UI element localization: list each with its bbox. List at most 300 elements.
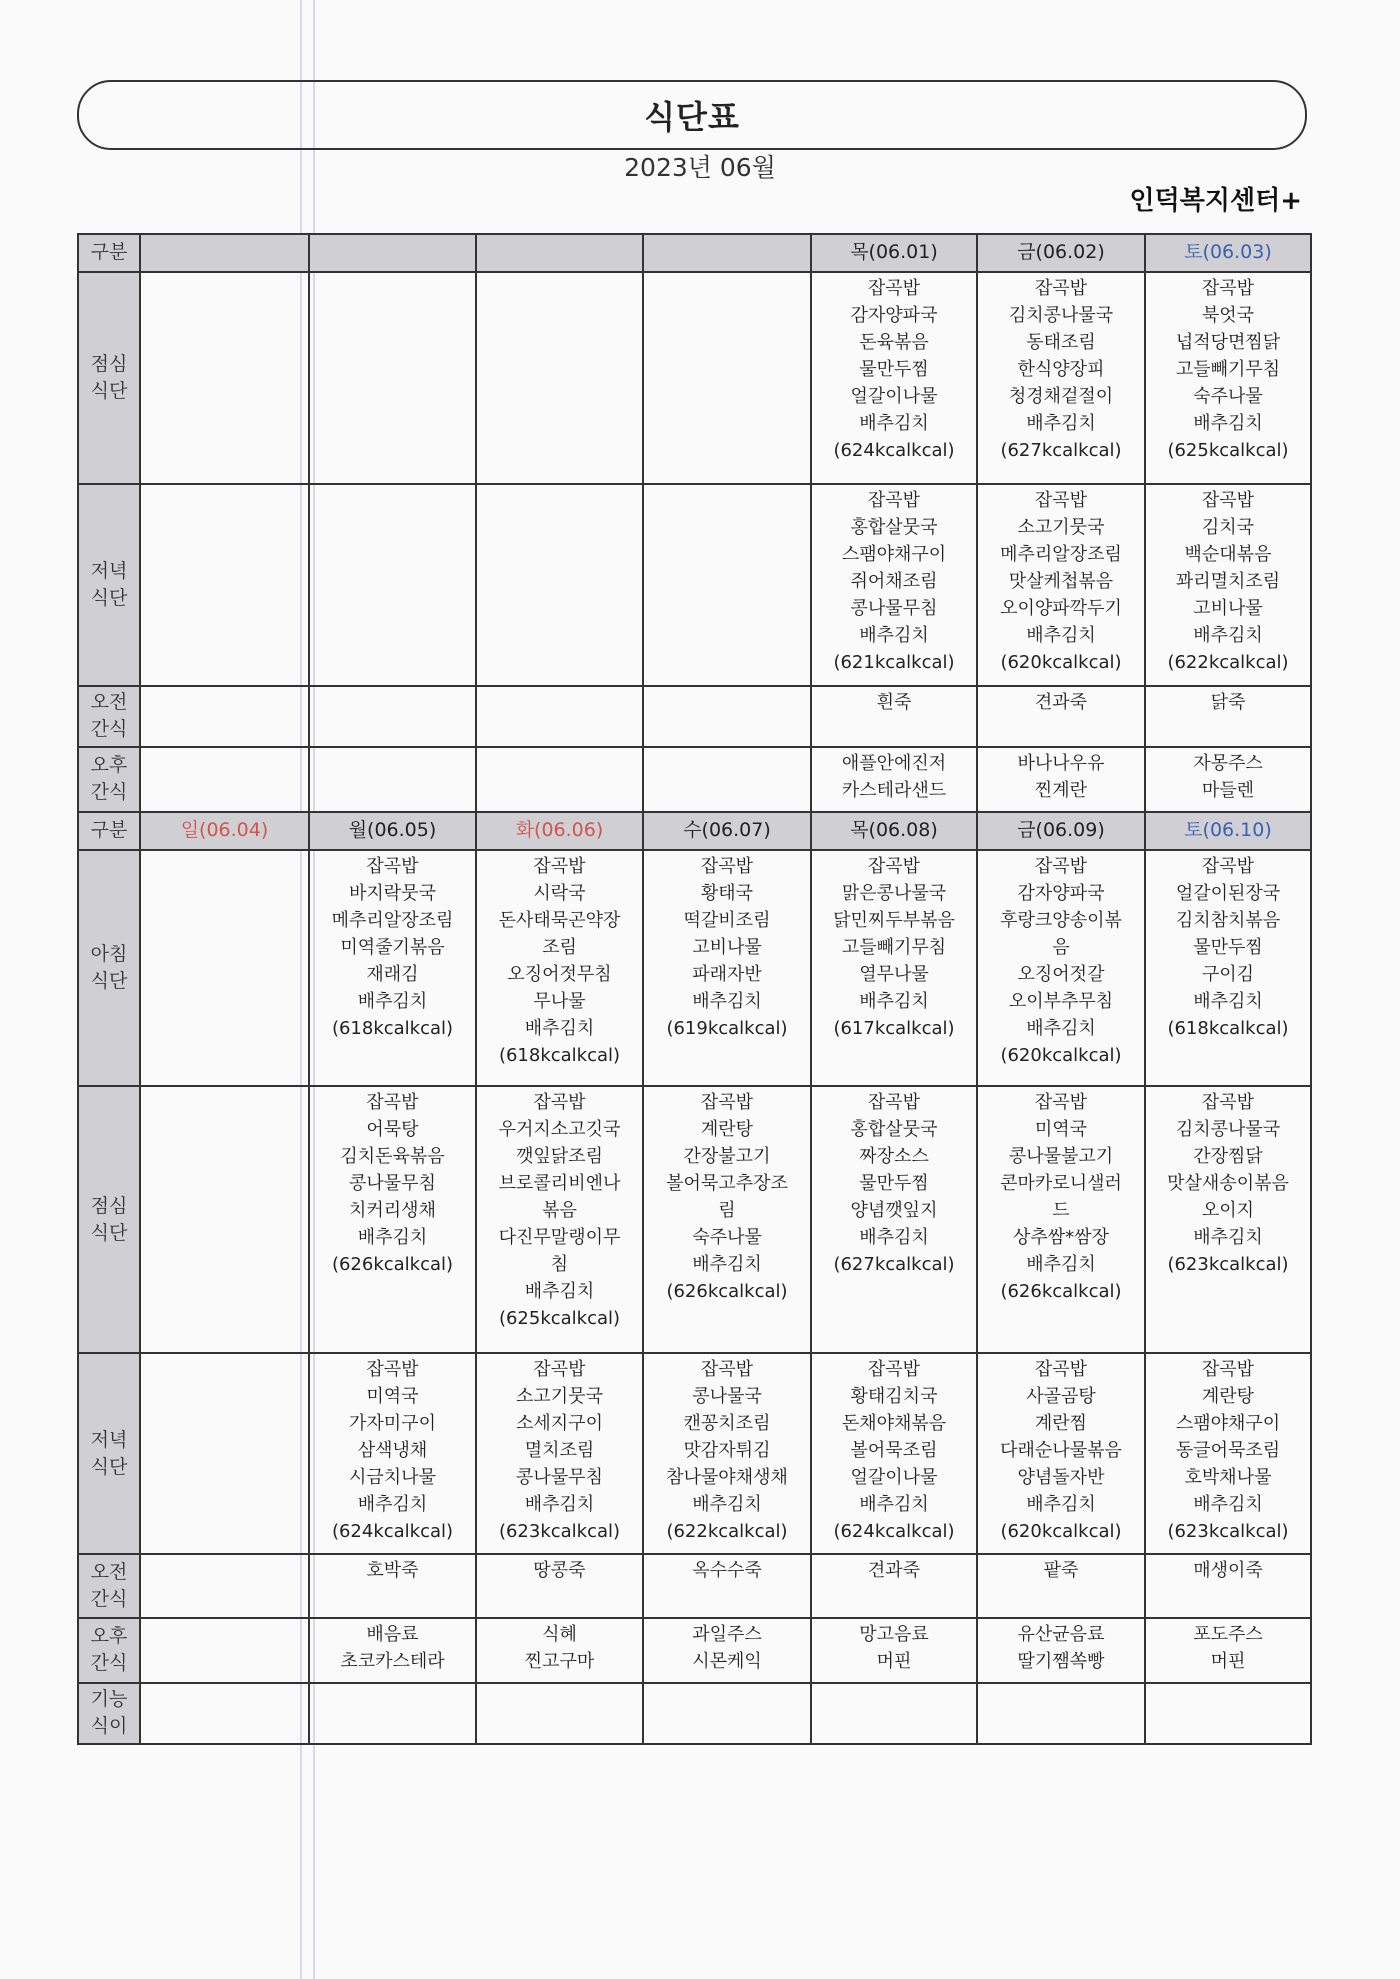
menu-item: 닭죽 [1210, 691, 1246, 713]
meal-row [78, 1353, 1311, 1554]
menu-item: 홍합살뭇국 [850, 516, 938, 538]
calorie-label: (622kcalkcal) [666, 1521, 788, 1543]
menu-item: 열무나물 [859, 963, 929, 985]
day-header [643, 234, 811, 272]
menu-item: 자몽주스 [1193, 752, 1263, 774]
menu-item: 배추김치 [357, 1227, 428, 1249]
menu-item: 배추김치 [1026, 624, 1096, 646]
center-name: 인덕복지센터+ [1129, 186, 1302, 216]
menu-item: 김치콩나물국 [1175, 1119, 1281, 1141]
menu-item: 청경채겉절이 [1008, 385, 1114, 407]
menu-item: 초코카스테라 [340, 1650, 445, 1672]
menu-item: 옥수수죽 [692, 1560, 762, 1582]
calorie-label: (623kcalkcal) [1167, 1254, 1289, 1276]
meal-type-text: 저녁 식단 [90, 1428, 128, 1478]
calorie-label: (618kcalkcal) [331, 1017, 454, 1039]
menu-item: 음 [1052, 936, 1070, 958]
menu-item: 잡곡밥 [1034, 855, 1088, 877]
menu-item: 후랑크양송이볶 [1000, 909, 1122, 931]
menu-cell [1145, 1086, 1311, 1353]
calorie-label: (621kcalkcal) [833, 651, 955, 673]
meal-row [78, 1554, 1311, 1617]
menu-item: 시금치나물 [349, 1467, 436, 1489]
menu-cell [977, 686, 1145, 747]
menu-cell [476, 1086, 643, 1353]
menu-item: 미역줄기볶음 [340, 936, 445, 958]
menu-item: 찐고구마 [524, 1650, 595, 1672]
menu-cell [476, 850, 643, 1087]
menu-item: 찐계란 [1034, 779, 1088, 801]
menu-item: 콩나물무침 [349, 1173, 436, 1195]
menu-item: 배추김치 [1193, 624, 1263, 646]
calorie-label: (620kcalkcal) [1000, 651, 1122, 673]
meal-type-label [78, 1086, 140, 1353]
menu-item: 오이지 [1201, 1200, 1255, 1222]
menu-item: 잡곡밥 [366, 1359, 419, 1381]
calorie-label: (623kcalkcal) [1167, 1521, 1289, 1543]
day-label: 토(06.03) [1184, 241, 1272, 264]
meal-type-text: 점심 식단 [90, 1194, 128, 1244]
menu-cell [309, 272, 476, 484]
menu-item: 카스테라샌드 [841, 779, 947, 801]
menu-item: 배추김치 [524, 1017, 595, 1039]
menu-item: 잡곡밥 [1201, 855, 1255, 877]
menu-item: 배추김치 [692, 1494, 762, 1516]
menu-cell [476, 272, 643, 484]
menu-item: 미역국 [1034, 1119, 1088, 1141]
calorie-label: (625kcalkcal) [1167, 439, 1289, 461]
day-header [140, 812, 309, 850]
day-label: 토(06.10) [1184, 819, 1272, 842]
menu-item: 림 [718, 1200, 736, 1222]
menu-cell [811, 1683, 977, 1744]
menu-cell [811, 1086, 977, 1353]
menu-item: 흰죽 [876, 691, 912, 713]
calorie-label: (622kcalkcal) [1167, 651, 1289, 673]
menu-item: 배추김치 [692, 990, 762, 1012]
menu-item: 고비나물 [692, 936, 762, 958]
menu-item: 계란탕 [700, 1119, 754, 1141]
menu-item: 백순대볶음 [1184, 543, 1272, 565]
menu-item: 양념돌자반 [1017, 1467, 1105, 1489]
menu-item: 오징어젓무침 [507, 963, 612, 985]
menu-item: 소고기뭇국 [1017, 516, 1105, 538]
menu-cell [643, 272, 811, 484]
menu-item: 잡곡밥 [1034, 1092, 1088, 1114]
menu-item: 황태국 [700, 882, 754, 904]
menu-item: 김치콩나물국 [1008, 304, 1114, 326]
menu-cell [811, 272, 977, 484]
menu-item: 배추김치 [1026, 1494, 1096, 1516]
calorie-label: (626kcalkcal) [331, 1254, 454, 1276]
menu-cell [643, 747, 811, 812]
menu-item: 바나나우유 [1017, 752, 1105, 774]
menu-item: 잡곡밥 [700, 855, 754, 877]
day-header [476, 812, 643, 850]
day-header [643, 812, 811, 850]
menu-item: 잡곡밥 [867, 1092, 921, 1114]
meal-type-text: 오후 간식 [90, 1625, 128, 1675]
menu-item: 잡곡밥 [1034, 277, 1088, 299]
menu-item: 배추김치 [859, 990, 929, 1012]
menu-item: 바지락뭇국 [349, 882, 436, 904]
menu-cell [977, 484, 1145, 686]
meal-type-label [78, 484, 140, 686]
menu-item: 배추김치 [859, 412, 929, 434]
menu-item: 멸치조림 [524, 1440, 595, 1462]
menu-item: 잡곡밥 [533, 1359, 586, 1381]
meal-row [78, 747, 1311, 812]
meal-row [78, 850, 1311, 1087]
menu-item: 어묵탕 [366, 1119, 419, 1141]
menu-cell [309, 1554, 476, 1617]
week2-header-row [78, 812, 1311, 850]
period-label: 2023년 06월 [624, 153, 776, 182]
calorie-label: (626kcalkcal) [666, 1281, 788, 1303]
menu-cell [643, 1353, 811, 1554]
menu-item: 호박죽 [366, 1560, 419, 1582]
menu-cell [309, 850, 476, 1087]
meal-type-text: 오후 간식 [90, 754, 128, 804]
menu-item: 배추김치 [1193, 990, 1263, 1012]
menu-item: 배추김치 [1193, 1494, 1263, 1516]
menu-item: 고비나물 [1193, 597, 1263, 619]
day-header [977, 234, 1145, 272]
menu-item: 동태조림 [1026, 331, 1096, 353]
menu-item: 콩나물국 [692, 1386, 762, 1408]
menu-cell [476, 484, 643, 686]
calorie-label: (627kcalkcal) [1000, 439, 1122, 461]
menu-item: 치커리생채 [349, 1200, 436, 1222]
menu-item: 오징어젓갈 [1017, 963, 1105, 985]
menu-cell [476, 747, 643, 812]
menu-cell [643, 1683, 811, 1744]
menu-item: 홍합살뭇국 [850, 1119, 938, 1141]
menu-cell [140, 1683, 309, 1744]
menu-item: 닭민찌두부볶음 [833, 909, 955, 931]
menu-item: 잡곡밥 [366, 855, 419, 877]
menu-cell [977, 850, 1145, 1087]
menu-cell [309, 747, 476, 812]
menu-item: 매생이죽 [1193, 1560, 1263, 1582]
menu-item: 배추김치 [859, 1227, 929, 1249]
menu-cell [977, 747, 1145, 812]
menu-cell [1145, 850, 1311, 1087]
menu-item: 맛살케첩볶음 [1008, 570, 1114, 592]
menu-item: 맛감자튀김 [683, 1440, 771, 1462]
menu-item: 배추김치 [524, 1494, 595, 1516]
menu-item: 물만두찜 [859, 358, 929, 380]
menu-item: 배추김치 [1026, 1017, 1096, 1039]
menu-cell [643, 1554, 811, 1617]
menu-item: 브로콜리비엔나 [498, 1173, 621, 1195]
menu-item: 돈육볶음 [859, 331, 929, 353]
meal-type-text: 저녁 식단 [90, 559, 128, 609]
menu-cell [977, 272, 1145, 484]
menu-cell [811, 484, 977, 686]
meal-row [78, 1683, 1311, 1744]
day-header [140, 234, 309, 272]
menu-item: 얼갈이나물 [850, 385, 938, 407]
menu-item: 캔꽁치조림 [683, 1413, 771, 1435]
title-box [77, 80, 1307, 150]
meal-row [78, 1086, 1311, 1353]
menu-item: 시락국 [533, 882, 586, 904]
meal-type-label [78, 272, 140, 484]
page-title: 식단표 [644, 98, 740, 136]
menu-cell [1145, 686, 1311, 747]
meal-type-text: 점심 식단 [90, 352, 128, 402]
menu-item: 넙적당면찜닭 [1175, 331, 1281, 353]
menu-cell [309, 484, 476, 686]
menu-item: 메추리알장조림 [1000, 543, 1122, 565]
menu-item: 소고기뭇국 [516, 1386, 603, 1408]
menu-item: 딸기쨈쏙빵 [1017, 1650, 1105, 1672]
menu-item: 과일주스 [692, 1623, 762, 1645]
menu-cell [140, 1554, 309, 1617]
menu-cell [1145, 747, 1311, 812]
menu-cell [476, 1683, 643, 1744]
menu-item: 시몬케익 [692, 1650, 762, 1672]
menu-item: 배추김치 [692, 1254, 762, 1276]
menu-cell [140, 686, 309, 747]
meal-type-label [78, 1554, 140, 1617]
menu-cell [476, 1618, 643, 1683]
menu-item: 잡곡밥 [867, 489, 921, 511]
menu-cell [811, 686, 977, 747]
calorie-label: (620kcalkcal) [1000, 1044, 1122, 1066]
menu-cell [643, 484, 811, 686]
day-label: 월(06.05) [348, 819, 437, 842]
menu-item: 맑은콩나물국 [841, 882, 947, 904]
calorie-label: (624kcalkcal) [833, 1521, 955, 1543]
meal-row [78, 1618, 1311, 1683]
menu-cell [140, 850, 309, 1087]
meal-row [78, 484, 1311, 686]
menu-item: 잡곡밥 [1034, 489, 1088, 511]
day-label: 목(06.08) [850, 819, 938, 842]
menu-item: 잡곡밥 [533, 855, 586, 877]
menu-cell [1145, 1353, 1311, 1554]
meal-row [78, 686, 1311, 747]
meal-type-label [78, 1618, 140, 1683]
calorie-label: (626kcalkcal) [1000, 1281, 1122, 1303]
meal-type-label [78, 686, 140, 747]
calorie-label: (619kcalkcal) [666, 1017, 788, 1039]
menu-cell [1145, 1618, 1311, 1683]
meal-type-label [78, 850, 140, 1087]
menu-cell [476, 1554, 643, 1617]
day-label: 일(06.04) [180, 819, 269, 842]
menu-item: 김치국 [1201, 516, 1255, 538]
day-label: 금(06.09) [1017, 819, 1105, 842]
calorie-label: (625kcalkcal) [498, 1308, 621, 1330]
menu-item: 잡곡밥 [1201, 1092, 1255, 1114]
menu-item: 배추김치 [1026, 412, 1096, 434]
menu-item: 잡곡밥 [867, 1359, 921, 1381]
menu-item: 콘마카로니샐러 [1000, 1173, 1122, 1195]
meal-table [77, 233, 1312, 1745]
meal-row [78, 272, 1311, 484]
meal-type-label [78, 1353, 140, 1554]
menu-item: 다진무말랭이무 [498, 1227, 621, 1249]
menu-item: 감자양파국 [850, 304, 938, 326]
menu-item: 깻잎닭조림 [516, 1146, 603, 1168]
menu-cell [977, 1683, 1145, 1744]
menu-cell [309, 1683, 476, 1744]
menu-item: 콩나물무침 [516, 1467, 603, 1489]
menu-cell [643, 1618, 811, 1683]
menu-item: 팥죽 [1043, 1560, 1079, 1582]
menu-cell [476, 1353, 643, 1554]
meal-type-text: 오전 간식 [90, 1560, 128, 1610]
menu-item: 다래순나물볶음 [1000, 1440, 1122, 1462]
menu-item: 머핀 [876, 1650, 912, 1672]
menu-item: 조림 [542, 936, 577, 958]
menu-item: 계란탕 [1201, 1386, 1255, 1408]
menu-item: 맛살새송이볶음 [1167, 1173, 1289, 1195]
menu-item: 잡곡밥 [867, 855, 921, 877]
menu-item: 잡곡밥 [700, 1092, 754, 1114]
menu-item: 소세지구이 [516, 1413, 603, 1435]
menu-cell [1145, 1554, 1311, 1617]
menu-item: 배추김치 [524, 1281, 595, 1303]
meal-type-text: 오전 간식 [90, 691, 128, 741]
meal-type-label [78, 747, 140, 812]
header-label: 구분 [78, 234, 140, 272]
day-header [811, 234, 977, 272]
menu-item: 떡갈비조림 [683, 909, 771, 931]
menu-item: 유산균음료 [1017, 1623, 1105, 1645]
menu-cell [643, 850, 811, 1087]
menu-item: 배추김치 [1193, 412, 1263, 434]
menu-item: 볼어묵고추장조 [666, 1173, 788, 1195]
menu-item: 꽈리멸치조림 [1175, 570, 1281, 592]
day-header [977, 812, 1145, 850]
menu-cell [1145, 484, 1311, 686]
day-label: 화(06.06) [515, 819, 604, 842]
menu-item: 배추김치 [859, 1494, 929, 1516]
menu-cell [140, 1353, 309, 1554]
menu-item: 잡곡밥 [533, 1092, 586, 1114]
menu-item: 상추쌈*쌈장 [1013, 1227, 1109, 1249]
menu-cell [1145, 272, 1311, 484]
meal-type-text: 아침 식단 [90, 943, 128, 993]
menu-cell [476, 686, 643, 747]
calorie-label: (617kcalkcal) [833, 1017, 955, 1039]
menu-cell [309, 1086, 476, 1353]
menu-item: 배추김치 [357, 1494, 428, 1516]
day-header [1145, 234, 1311, 272]
menu-item: 잡곡밥 [700, 1359, 754, 1381]
menu-item: 잡곡밥 [867, 277, 921, 299]
menu-item: 숙주나물 [692, 1227, 762, 1249]
menu-item: 구이김 [1201, 963, 1255, 985]
menu-item: 견과죽 [867, 1560, 921, 1582]
menu-item: 얼갈이나물 [850, 1467, 938, 1489]
menu-item: 땅콩죽 [533, 1560, 586, 1582]
calorie-label: (624kcalkcal) [331, 1521, 454, 1543]
menu-item: 오이부추무침 [1008, 990, 1114, 1012]
menu-item: 삼색냉채 [357, 1440, 428, 1462]
menu-item: 스팸야채구이 [1175, 1413, 1281, 1435]
menu-item: 얼갈이된장국 [1175, 882, 1281, 904]
week1-header-row [78, 234, 1311, 272]
day-label: 목(06.01) [850, 241, 938, 264]
menu-item: 참나물야채생채 [666, 1467, 788, 1489]
menu-item: 망고음료 [859, 1623, 929, 1645]
menu-item: 파래자반 [692, 963, 762, 985]
day-header [476, 234, 643, 272]
calorie-label: (624kcalkcal) [833, 439, 955, 461]
menu-item: 무나물 [533, 990, 586, 1012]
menu-item: 잡곡밥 [1034, 1359, 1088, 1381]
menu-item: 스팸야채구이 [841, 543, 947, 565]
menu-cell [977, 1353, 1145, 1554]
menu-item: 머핀 [1210, 1650, 1246, 1672]
menu-cell [811, 747, 977, 812]
menu-cell [140, 272, 309, 484]
menu-item: 고들빼기무침 [841, 936, 947, 958]
menu-item: 양념깻잎지 [850, 1200, 938, 1222]
menu-item: 잡곡밥 [366, 1092, 419, 1114]
menu-cell [811, 1618, 977, 1683]
day-header [309, 812, 476, 850]
menu-item: 메추리알장조림 [331, 909, 454, 931]
calorie-label: (618kcalkcal) [498, 1044, 621, 1066]
menu-item: 미역국 [366, 1386, 419, 1408]
menu-item: 한식양장피 [1017, 358, 1105, 380]
menu-item: 콩나물무침 [850, 597, 938, 619]
menu-item: 고들빼기무침 [1175, 358, 1281, 380]
menu-cell [643, 686, 811, 747]
menu-item: 애플안에진저 [841, 752, 947, 774]
calorie-label: (620kcalkcal) [1000, 1521, 1122, 1543]
menu-cell [811, 1353, 977, 1554]
menu-item: 오이양파깍두기 [1000, 597, 1122, 619]
menu-item: 황태김치국 [850, 1386, 938, 1408]
menu-item: 간장찜닭 [1193, 1146, 1263, 1168]
menu-item: 배추김치 [1193, 1227, 1263, 1249]
menu-item: 견과죽 [1034, 691, 1088, 713]
menu-cell [140, 484, 309, 686]
calorie-label: (623kcalkcal) [498, 1521, 621, 1543]
menu-item: 잡곡밥 [1201, 277, 1255, 299]
menu-item: 배추김치 [859, 624, 929, 646]
menu-cell [309, 1353, 476, 1554]
day-label: 수(06.07) [683, 819, 771, 842]
calorie-label: (627kcalkcal) [833, 1254, 955, 1276]
menu-item: 잡곡밥 [1201, 489, 1255, 511]
calorie-label: (618kcalkcal) [1167, 1017, 1289, 1039]
menu-item: 잡곡밥 [1201, 1359, 1255, 1381]
menu-item: 콩나물불고기 [1008, 1146, 1114, 1168]
menu-cell [811, 850, 977, 1087]
menu-item: 돈채야채볶음 [841, 1413, 947, 1435]
menu-cell [977, 1618, 1145, 1683]
menu-item: 가자미구이 [349, 1413, 436, 1435]
menu-cell [140, 1618, 309, 1683]
menu-item: 포도주스 [1193, 1623, 1263, 1645]
day-header [309, 234, 476, 272]
menu-item: 김치참치볶음 [1175, 909, 1281, 931]
day-header [1145, 812, 1311, 850]
menu-item: 계란찜 [1034, 1413, 1088, 1435]
menu-item: 마들렌 [1201, 779, 1255, 801]
menu-item: 간장불고기 [683, 1146, 771, 1168]
menu-item: 동글어묵조림 [1175, 1440, 1281, 1462]
menu-item: 짜장소스 [859, 1146, 929, 1168]
